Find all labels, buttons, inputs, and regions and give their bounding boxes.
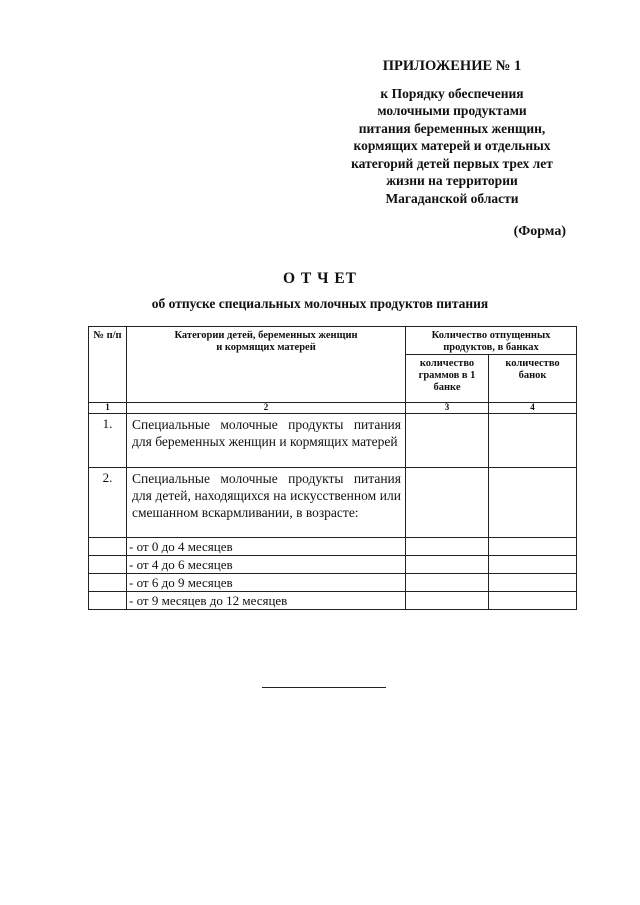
row-number: 1.	[89, 414, 127, 468]
appendix-line: Магаданской области	[385, 190, 519, 206]
row-number: 2.	[89, 468, 127, 538]
row-grams-cell	[406, 538, 489, 556]
header-cans: количество банок	[489, 355, 577, 403]
appendix-title: ПРИЛОЖЕНИЕ № 1	[382, 58, 522, 74]
row-cans-cell	[489, 556, 577, 574]
row-cans-cell	[489, 574, 577, 592]
row-cans-cell	[489, 414, 577, 468]
header-category-line: Категории детей, беременных женщин	[174, 330, 358, 341]
row-grams-cell	[406, 574, 489, 592]
row-number	[89, 574, 127, 592]
table-row	[89, 556, 577, 574]
row-age: - от 6 до 9 месяцев	[127, 574, 406, 592]
column-number: 2	[127, 403, 406, 414]
table-row	[89, 538, 577, 556]
row-category: Специальные молочные продукты питания для беременных женщин и кормящих матерей	[127, 414, 406, 468]
column-number: 3	[406, 403, 489, 414]
header-num: № п/п	[89, 327, 127, 403]
appendix-line: молочными продуктами	[377, 103, 527, 118]
row-category: Специальные молочные продукты питания для детей, находящихся на искусственном или смешанном вскармливании, в возрасте:	[127, 468, 406, 538]
appendix-line: кормящих матерей и отдельных	[353, 138, 551, 153]
appendix-line: к Порядку обеспечения	[380, 85, 524, 101]
table-row	[89, 414, 577, 468]
report-table	[88, 326, 577, 610]
table-row	[89, 468, 577, 538]
row-cans-cell	[489, 592, 577, 610]
row-age: - от 0 до 4 месяцев	[127, 538, 406, 556]
row-number	[89, 556, 127, 574]
row-age: - от 4 до 6 месяцев	[127, 556, 406, 574]
column-number: 4	[489, 403, 577, 414]
report-subtitle: об отпуске специальных молочных продуктов питания	[151, 296, 489, 311]
appendix-block	[320, 58, 584, 207]
row-cans-cell	[489, 538, 577, 556]
header-category-line: и кормящих матерей	[216, 342, 316, 353]
header-quantity-line: продуктов, в банках	[443, 342, 539, 353]
header-category	[127, 327, 406, 403]
table-row	[89, 592, 577, 610]
report-title: О Т Ч ЕТ	[282, 270, 358, 287]
row-cans-cell	[489, 468, 577, 538]
row-grams-cell	[406, 414, 489, 468]
header-quantity	[406, 327, 577, 355]
column-number: 1	[89, 403, 127, 414]
header-grams: количество граммов в 1 банке	[406, 355, 489, 403]
row-number	[89, 538, 127, 556]
row-number	[89, 592, 127, 610]
row-grams-cell	[406, 592, 489, 610]
table-row	[89, 574, 577, 592]
row-age: - от 9 месяцев до 12 месяцев	[127, 592, 406, 610]
appendix-line: питания беременных женщин,	[358, 120, 546, 136]
row-grams-cell	[406, 468, 489, 538]
footer-divider	[262, 687, 386, 688]
header-quantity-line: Количество отпущенных	[431, 330, 551, 341]
appendix-line: категорий детей первых трех лет	[351, 155, 553, 171]
appendix-line: жизни на территории	[386, 173, 518, 188]
row-grams-cell	[406, 556, 489, 574]
form-label: (Форма)	[513, 224, 566, 239]
